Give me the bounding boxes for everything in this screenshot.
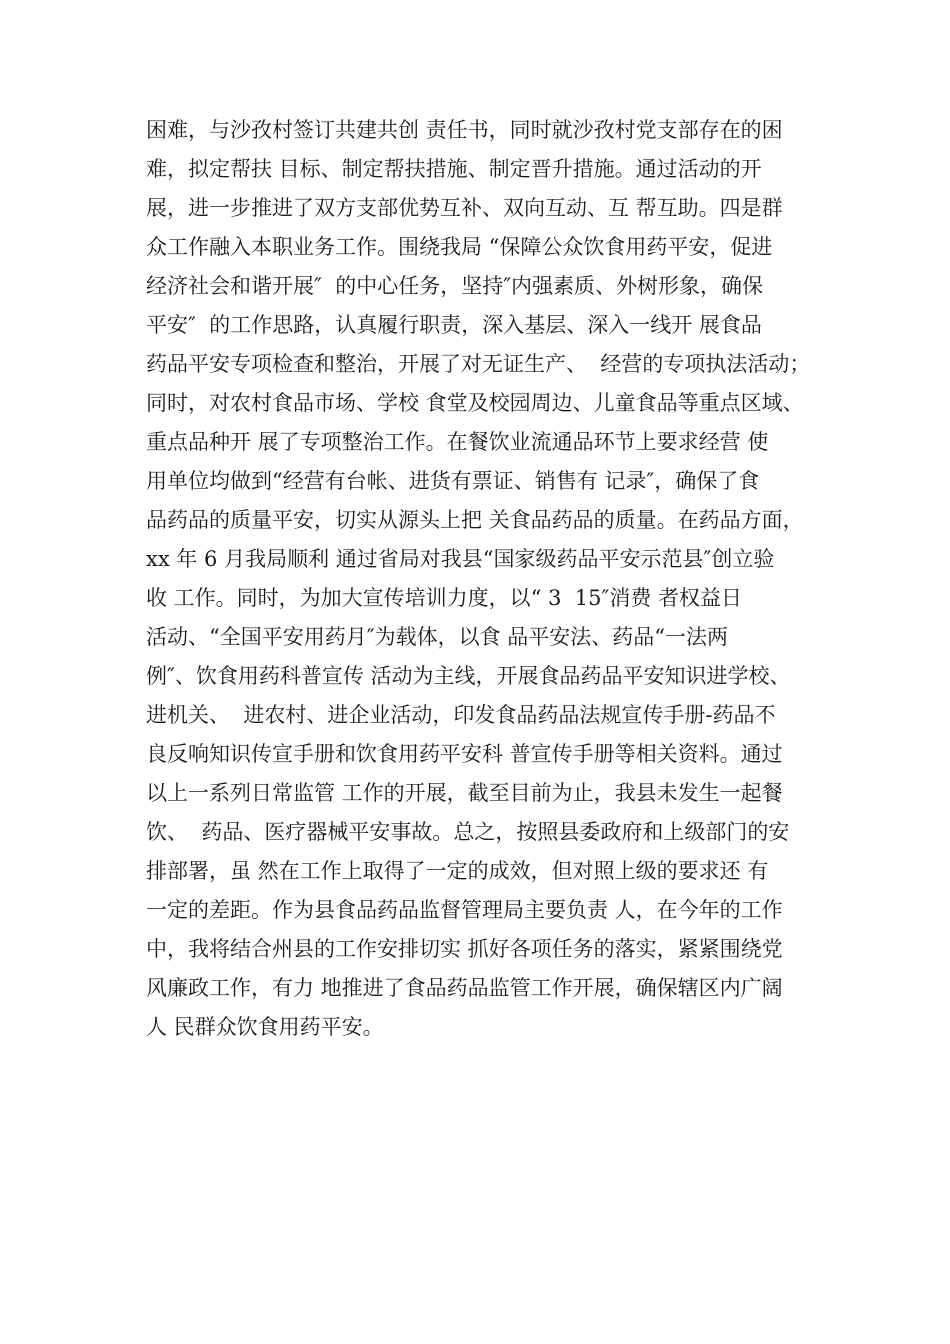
text-line: 重点品种开 展了专项整治工作。在餐饮业流通品环节上要求经营 使 <box>146 430 769 454</box>
text-line: 经济社会和谐开展″ 的中心任务，坚持″内强素质、外树形象，确保 <box>146 274 764 298</box>
text-line: 中，我将结合州县的工作安排切实 抓好各项任务的落实，紧紧围绕党 <box>146 937 783 961</box>
text-line: 同时，对农村食品市场、学校 食堂及校园周边、儿童食品等重点区域、 <box>146 391 804 415</box>
text-line: 平安″ 的工作思路，认真履行职责，深入基层、深入一线开 展食品 <box>146 313 762 337</box>
text-line: 众工作融入本职业务工作。围绕我局 “保障公众饮食用药平安，促进 <box>146 235 773 259</box>
text-line: 进机关、 进农村、进企业活动，印发食品药品法规宣传手册-药品不 <box>146 703 776 727</box>
text-line: xx 年 6 月我局顺利 通过省局对我县“国家级药品平安示范县″创立验 <box>146 547 775 571</box>
text-line: 困难，与沙孜村签订共建共创 责任书，同时就沙孜村党支部存在的困 <box>146 118 783 142</box>
text-line: 一定的差距。作为县食品药品监督管理局主要负责 人，在今年的工作 <box>146 898 783 922</box>
text-line: 例″、饮食用药科普宣传 活动为主线，开展食品药品平安知识进学校、 <box>146 664 791 688</box>
text-line: 人 民群众饮食用药平安。 <box>146 1015 384 1039</box>
text-line: 收 工作。同时，为加大宣传培训力度，以“ 3 15″消费 者权益日 <box>146 586 743 610</box>
text-line: 展，进一步推进了双方支部优势互补、双向互动、互 帮互助。四是群 <box>146 196 783 220</box>
text-line: 以上一系列日常监管 工作的开展，截至目前为止，我县未发生一起餐 <box>146 781 783 805</box>
text-line: 难，拟定帮扶 目标、制定帮扶措施、制定晋升措施。通过活动的开 <box>146 157 762 181</box>
text-line: 良反响知识传宣手册和饮食用药平安科 普宣传手册等相关资料。通过 <box>146 742 783 766</box>
text-line: 品药品的质量平安，切实从源头上把 关食品药品的质量。在药品方面， <box>146 508 804 532</box>
body-text <box>146 111 826 1047</box>
text-line: 饮、 药品、医疗器械平安事故。总之，按照县委政府和上级部门的安 <box>146 820 790 844</box>
text-line: 用单位均做到“经营有台帐、进货有票证、销售有 记录″，确保了食 <box>146 469 760 493</box>
text-line: 风廉政工作，有力 地推进了食品药品监管工作开展，确保辖区内广阔 <box>146 976 783 1000</box>
text-line: 药品平安专项检查和整治，开展了对无证生产、 经营的专项执法活动； <box>146 352 811 376</box>
text-line: 活动、“全国平安用药月″为载体，以食 品平安法、药品“一法两 <box>146 625 728 649</box>
text-line: 排部署，虽 然在工作上取得了一定的成效，但对照上级的要求还 有 <box>146 859 769 883</box>
